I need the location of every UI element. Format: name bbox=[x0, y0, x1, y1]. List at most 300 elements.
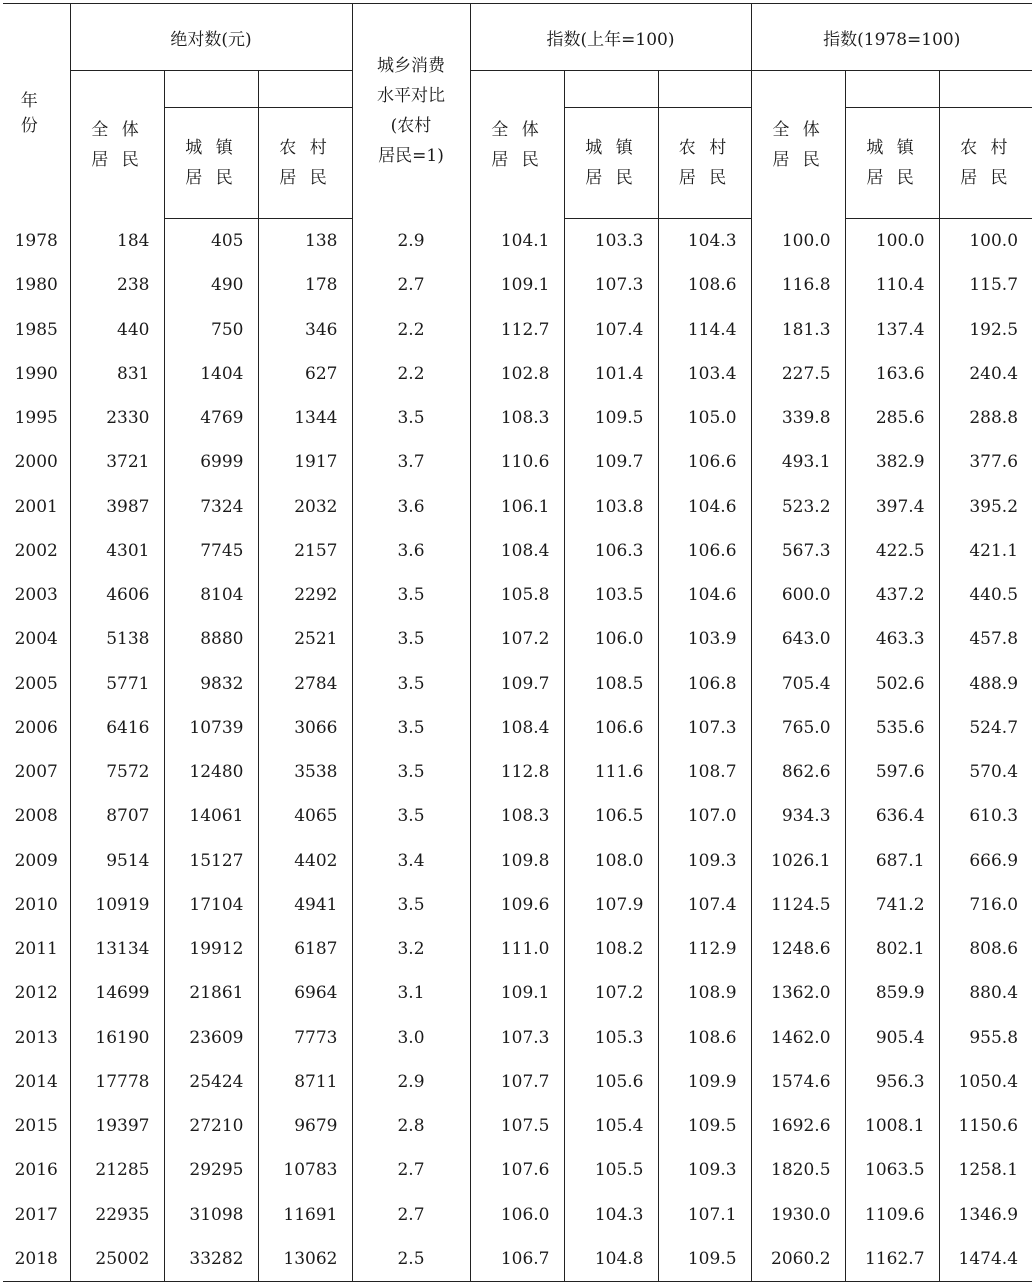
idx-1978-urban-cell: 137.4 bbox=[845, 308, 939, 352]
table-row bbox=[3, 485, 1032, 529]
idx-1978-all-cell: 1362.0 bbox=[751, 971, 845, 1015]
idx-1978-urban-cell: 502.6 bbox=[845, 662, 939, 706]
idx-prev-urban-cell: 107.3 bbox=[564, 263, 658, 307]
abs-rural-cell: 2157 bbox=[258, 529, 352, 573]
abs-all-cell: 13134 bbox=[70, 927, 164, 971]
idx-1978-rural-cell: 1474.4 bbox=[939, 1237, 1032, 1282]
idx-prev-rural-cell: 108.9 bbox=[658, 971, 751, 1015]
idx-prev-rural-cell: 106.6 bbox=[658, 529, 751, 573]
idx-1978-rural-cell: 524.7 bbox=[969, 717, 1019, 738]
year-cell: 2014 bbox=[3, 1060, 70, 1104]
idx-prev-all-cell: 112.8 bbox=[470, 750, 564, 794]
idx-1978-all-cell: 227.5 bbox=[751, 352, 845, 396]
ratio-cell: 3.6 bbox=[352, 485, 470, 529]
idx-prev-all-cell: 111.0 bbox=[470, 927, 564, 971]
idx-prev-rural-cell: 112.9 bbox=[658, 927, 751, 971]
idx-1978-all-cell: 523.2 bbox=[751, 485, 845, 529]
consumption-table-sheet bbox=[3, 3, 1032, 1282]
ratio-cell: 3.0 bbox=[352, 1016, 470, 1060]
idx-prev-all-cell: 108.3 bbox=[470, 794, 564, 838]
year-cell: 2008 bbox=[3, 794, 70, 838]
idx-1978-rural-cell: 395.2 bbox=[969, 496, 1019, 517]
abs-urban-cell: 33282 bbox=[164, 1237, 258, 1282]
year-cell: 2011 bbox=[3, 927, 70, 971]
idx-prev-all-cell: 107.2 bbox=[470, 617, 564, 661]
idx-1978-all-cell: 600.0 bbox=[751, 573, 845, 617]
abs-rural-residents-header bbox=[258, 108, 352, 219]
abs-rural-cell: 8711 bbox=[258, 1060, 352, 1104]
idx-1978-rural-cell: 100.0 bbox=[969, 231, 1019, 252]
idx-prev-rural-cell: 107.1 bbox=[658, 1193, 751, 1237]
idx-1978-urban-cell: 1162.7 bbox=[845, 1237, 939, 1282]
year-cell: 2012 bbox=[3, 971, 70, 1015]
idx-1978-rural-cell: 440.5 bbox=[969, 585, 1019, 606]
abs-urban-cell: 19912 bbox=[164, 927, 258, 971]
header-line: 居 民 bbox=[678, 168, 731, 188]
idx-prev-all-cell: 112.7 bbox=[470, 308, 564, 352]
year-cell: 1995 bbox=[3, 396, 70, 440]
idx-prev-urban-residents-header bbox=[564, 108, 658, 219]
idx-1978-urban-cell: 1109.6 bbox=[845, 1193, 939, 1237]
ratio-header-line: 城乡消费 bbox=[377, 56, 445, 77]
header-line: 全 体 bbox=[91, 119, 143, 140]
year-cell: 1990 bbox=[3, 352, 70, 396]
abs-all-cell: 2330 bbox=[70, 396, 164, 440]
abs-rural-cell: 13062 bbox=[258, 1237, 352, 1282]
header-line: 城 镇 bbox=[585, 138, 637, 158]
idx-prev-rural-cell: 107.0 bbox=[658, 794, 751, 838]
abs-urban-cell: 405 bbox=[164, 219, 258, 264]
abs-urban-cell: 7745 bbox=[164, 529, 258, 573]
header-line: 居 民 bbox=[866, 168, 918, 188]
abs-all-cell: 5771 bbox=[70, 662, 164, 706]
idx-prev-urban-cell: 105.6 bbox=[564, 1060, 658, 1104]
idx-1978-rural-cell: 955.8 bbox=[969, 1027, 1019, 1048]
ratio-cell: 3.5 bbox=[352, 617, 470, 661]
idx-1978-all-cell: 1248.6 bbox=[751, 927, 845, 971]
idx-prev-all-cell: 109.6 bbox=[470, 883, 564, 927]
table-row bbox=[3, 706, 1032, 750]
year-cell: 2004 bbox=[3, 617, 70, 661]
idx-prev-all-cell: 109.1 bbox=[470, 971, 564, 1015]
idx-1978-all-cell: 705.4 bbox=[751, 662, 845, 706]
consumption-level-table bbox=[3, 3, 1032, 1282]
year-cell: 2002 bbox=[3, 529, 70, 573]
idx-prev-rural-cell: 104.6 bbox=[658, 573, 751, 617]
idx-prev-all-cell: 107.7 bbox=[470, 1060, 564, 1104]
abs-rural-cell: 1917 bbox=[258, 440, 352, 484]
abs-rural-cell: 4941 bbox=[258, 883, 352, 927]
table-row bbox=[3, 352, 1032, 396]
header-line: 居 民 bbox=[91, 149, 143, 170]
idx-1978-rural-cell: 377.6 bbox=[969, 452, 1019, 473]
idx-prev-all-cell: 104.1 bbox=[470, 219, 564, 264]
idx-prev-urban-cell: 105.4 bbox=[564, 1104, 658, 1148]
idx-prev-urban-cell: 104.8 bbox=[564, 1237, 658, 1282]
idx-1978-all-cell: 1462.0 bbox=[751, 1016, 845, 1060]
idx-1978-all-cell: 116.8 bbox=[751, 263, 845, 307]
abs-rural-cell: 178 bbox=[258, 263, 352, 307]
ratio-cell: 2.2 bbox=[352, 352, 470, 396]
ratio-cell: 3.5 bbox=[352, 396, 470, 440]
idx-1978-all-cell: 1930.0 bbox=[751, 1193, 845, 1237]
header-line: 居 民 bbox=[772, 149, 824, 170]
idx-1978-rural-cell: 570.4 bbox=[969, 762, 1019, 783]
idx-1978-rural-cell: 457.8 bbox=[969, 629, 1019, 650]
ratio-cell: 3.7 bbox=[352, 440, 470, 484]
header-line: 农 村 bbox=[960, 138, 1012, 158]
idx-prev-rural-cell: 103.4 bbox=[658, 352, 751, 396]
idx-1978-rural-cell: 1258.1 bbox=[958, 1160, 1019, 1181]
abs-rural-cell: 346 bbox=[258, 308, 352, 352]
year-cell: 2015 bbox=[3, 1104, 70, 1148]
abs-rural-cell: 2292 bbox=[258, 573, 352, 617]
idx-prev-all-cell: 106.7 bbox=[470, 1237, 564, 1282]
year-cell: 2009 bbox=[3, 839, 70, 883]
year-cell: 1978 bbox=[3, 219, 70, 264]
idx-1978-all-cell: 339.8 bbox=[751, 396, 845, 440]
header-line: 农 村 bbox=[279, 138, 331, 158]
idx-prev-rural-cell: 109.5 bbox=[658, 1104, 751, 1148]
abs-urban-cell: 27210 bbox=[164, 1104, 258, 1148]
idx-1978-rural-cell: 666.9 bbox=[969, 850, 1019, 871]
abs-all-cell: 440 bbox=[70, 308, 164, 352]
idx-1978-urban-cell: 687.1 bbox=[845, 839, 939, 883]
table-row bbox=[3, 927, 1032, 971]
ratio-cell: 2.5 bbox=[352, 1237, 470, 1282]
abs-urban-cell: 4769 bbox=[164, 396, 258, 440]
idx-prev-urban-cell: 105.5 bbox=[564, 1148, 658, 1192]
abs-all-cell: 10919 bbox=[70, 883, 164, 927]
abs-urban-cell: 29295 bbox=[164, 1148, 258, 1192]
idx-prev-rural-cell: 109.3 bbox=[658, 1148, 751, 1192]
abs-all-cell: 9514 bbox=[70, 839, 164, 883]
idx-1978-all-cell: 567.3 bbox=[751, 529, 845, 573]
abs-all-cell: 4301 bbox=[70, 529, 164, 573]
idx-prev-urban-cell: 105.3 bbox=[564, 1016, 658, 1060]
idx-1978-urban-cell: 802.1 bbox=[845, 927, 939, 971]
idx-prev-rural-cell: 106.6 bbox=[658, 440, 751, 484]
table-row bbox=[3, 617, 1032, 661]
idx-1978-all-cell: 2060.2 bbox=[751, 1237, 845, 1282]
year-cell: 2016 bbox=[3, 1148, 70, 1192]
abs-rural-cell: 2521 bbox=[258, 617, 352, 661]
idx-prev-urban-cell: 103.3 bbox=[564, 219, 658, 264]
idx-prev-urban-cell: 103.8 bbox=[564, 485, 658, 529]
abs-urban-cell: 23609 bbox=[164, 1016, 258, 1060]
table-row bbox=[3, 839, 1032, 883]
abs-urban-cell: 17104 bbox=[164, 883, 258, 927]
idx-1978-urban-residents-header bbox=[845, 108, 939, 219]
idx-prev-rural-residents-header bbox=[658, 108, 751, 219]
abs-rural-cell: 9679 bbox=[258, 1104, 352, 1148]
abs-all-cell: 238 bbox=[70, 263, 164, 307]
year-cell: 2007 bbox=[3, 750, 70, 794]
table-row bbox=[3, 263, 1032, 307]
idx-1978-urban-cell: 1008.1 bbox=[845, 1104, 939, 1148]
table-header bbox=[3, 4, 1032, 219]
idx-1978-all-cell: 1574.6 bbox=[751, 1060, 845, 1104]
header-line: 全 体 bbox=[491, 119, 543, 140]
idx-1978-rural-cell: 808.6 bbox=[969, 939, 1019, 960]
idx-prev-urban-cell: 108.0 bbox=[564, 839, 658, 883]
year-cell: 2000 bbox=[3, 440, 70, 484]
abs-all-cell: 19397 bbox=[70, 1104, 164, 1148]
idx-prev-urban-cell: 106.6 bbox=[564, 706, 658, 750]
abs-rural-cell: 2784 bbox=[258, 662, 352, 706]
idx-1978-rural-cell: 288.8 bbox=[969, 408, 1019, 429]
abs-rural-cell: 3538 bbox=[258, 750, 352, 794]
abs-all-cell: 5138 bbox=[70, 617, 164, 661]
idx-1978-rural-cell: 192.5 bbox=[969, 319, 1019, 340]
abs-all-cell: 184 bbox=[70, 219, 164, 264]
abs-urban-cell: 8104 bbox=[164, 573, 258, 617]
idx-1978-rural-cell: 880.4 bbox=[969, 983, 1019, 1004]
abs-rural-cell: 7773 bbox=[258, 1016, 352, 1060]
table-row bbox=[3, 1016, 1032, 1060]
idx-1978-all-cell: 1124.5 bbox=[751, 883, 845, 927]
idx-1978-urban-cell: 859.9 bbox=[845, 971, 939, 1015]
header-line: 居 民 bbox=[491, 149, 543, 170]
idx-1978-urban-cell: 100.0 bbox=[845, 219, 939, 264]
idx-1978-all-cell: 862.6 bbox=[751, 750, 845, 794]
idx-prev-urban-cell: 107.4 bbox=[564, 308, 658, 352]
idx-prev-all-cell: 105.8 bbox=[470, 573, 564, 617]
idx-prev-rural-cell: 107.4 bbox=[658, 883, 751, 927]
ratio-header bbox=[352, 4, 470, 219]
idx-prev-urban-cell: 109.5 bbox=[564, 396, 658, 440]
abs-rural-cell: 138 bbox=[258, 219, 352, 264]
idx-1978-urban-cell: 956.3 bbox=[845, 1060, 939, 1104]
year-header-label: 年 份 bbox=[20, 91, 52, 137]
header-line: 全 体 bbox=[772, 119, 824, 140]
table-body bbox=[3, 219, 1032, 1282]
idx-prev-all-cell: 108.3 bbox=[470, 396, 564, 440]
abs-urban-cell: 7324 bbox=[164, 485, 258, 529]
idx-1978-all-cell: 1820.5 bbox=[751, 1148, 845, 1192]
header-line: 居 民 bbox=[960, 168, 1012, 188]
idx-prev-urban-cell: 103.5 bbox=[564, 573, 658, 617]
ratio-cell: 3.4 bbox=[352, 839, 470, 883]
ratio-cell: 2.7 bbox=[352, 1148, 470, 1192]
abs-rural-cell: 6187 bbox=[258, 927, 352, 971]
abs-urban-residents-header bbox=[164, 108, 258, 219]
idx-prev-rural-cell: 109.3 bbox=[658, 839, 751, 883]
abs-all-cell: 14699 bbox=[70, 971, 164, 1015]
idx-1978-urban-cell: 597.6 bbox=[845, 750, 939, 794]
idx-1978-all-cell: 493.1 bbox=[751, 440, 845, 484]
table-row bbox=[3, 219, 1032, 264]
idx-prev-rural-cell: 109.9 bbox=[658, 1060, 751, 1104]
idx-prev-urban-cell: 106.3 bbox=[564, 529, 658, 573]
abs-all-cell: 25002 bbox=[70, 1237, 164, 1282]
idx-1978-urban-cell: 1063.5 bbox=[845, 1148, 939, 1192]
idx-prev-urban-cell: 109.7 bbox=[564, 440, 658, 484]
idx-1978-all-cell: 643.0 bbox=[751, 617, 845, 661]
year-cell: 2003 bbox=[3, 573, 70, 617]
idx-1978-all-cell: 934.3 bbox=[751, 794, 845, 838]
idx-1978-all-cell: 1026.1 bbox=[751, 839, 845, 883]
idx-1978-rural-cell: 115.7 bbox=[969, 275, 1019, 296]
year-cell: 2006 bbox=[3, 706, 70, 750]
table-row bbox=[3, 883, 1032, 927]
abs-rural-cell: 4402 bbox=[258, 839, 352, 883]
table-row bbox=[3, 529, 1032, 573]
table-row bbox=[3, 1237, 1032, 1282]
idx-prev-urban-cell: 108.5 bbox=[564, 662, 658, 706]
idx-prev-rural-cell: 114.4 bbox=[658, 308, 751, 352]
ratio-cell: 3.1 bbox=[352, 971, 470, 1015]
idx-prev-rural-cell: 108.6 bbox=[658, 263, 751, 307]
idx-1978-rural-cell: 421.1 bbox=[969, 540, 1019, 561]
idx-prev-all-cell: 107.6 bbox=[470, 1148, 564, 1192]
idx-1978-urban-cell: 437.2 bbox=[845, 573, 939, 617]
table-row bbox=[3, 971, 1032, 1015]
abs-all-cell: 4606 bbox=[70, 573, 164, 617]
idx-1978-urban-cell: 382.9 bbox=[845, 440, 939, 484]
abs-all-cell: 8707 bbox=[70, 794, 164, 838]
year-header bbox=[3, 4, 70, 219]
idx-prev-all-cell: 108.4 bbox=[470, 706, 564, 750]
idx-1978-urban-cell: 636.4 bbox=[845, 794, 939, 838]
ratio-cell: 2.9 bbox=[352, 1060, 470, 1104]
idx-prev-urban-cell: 111.6 bbox=[564, 750, 658, 794]
idx-1978-rural-cell: 1050.4 bbox=[958, 1071, 1019, 1092]
table-row bbox=[3, 750, 1032, 794]
idx-prev-all-cell: 107.3 bbox=[470, 1016, 564, 1060]
abs-urban-cell: 25424 bbox=[164, 1060, 258, 1104]
idx-prev-rural-cell: 104.6 bbox=[658, 485, 751, 529]
idx-1978-urban-cell: 163.6 bbox=[845, 352, 939, 396]
ratio-header-line: 居民=1) bbox=[378, 146, 444, 167]
table-row bbox=[3, 396, 1032, 440]
idx-1978-urban-cell: 463.3 bbox=[845, 617, 939, 661]
ratio-cell: 3.5 bbox=[352, 750, 470, 794]
idx-prev-urban-cell: 107.9 bbox=[564, 883, 658, 927]
year-cell: 2001 bbox=[3, 485, 70, 529]
idx-prev-all-cell: 110.6 bbox=[470, 440, 564, 484]
idx-prev-all-cell: 109.1 bbox=[470, 263, 564, 307]
abs-all-cell: 3721 bbox=[70, 440, 164, 484]
table-row bbox=[3, 794, 1032, 838]
index-prev-year-group-header: 指数(上年=100) bbox=[470, 4, 751, 71]
abs-all-cell: 831 bbox=[70, 352, 164, 396]
table-row bbox=[3, 1104, 1032, 1148]
idx-prev-all-cell: 109.7 bbox=[470, 662, 564, 706]
table-row bbox=[3, 1193, 1032, 1237]
ratio-cell: 2.2 bbox=[352, 308, 470, 352]
ratio-cell: 2.7 bbox=[352, 263, 470, 307]
abs-rural-cell: 11691 bbox=[258, 1193, 352, 1237]
abs-urban-cell: 10739 bbox=[164, 706, 258, 750]
ratio-cell: 3.5 bbox=[352, 883, 470, 927]
abs-rural-cell: 4065 bbox=[258, 794, 352, 838]
idx-prev-all-residents-header bbox=[470, 71, 564, 219]
abs-urban-cell: 750 bbox=[164, 308, 258, 352]
idx-1978-urban-cell: 905.4 bbox=[845, 1016, 939, 1060]
idx-1978-rural-cell: 1346.9 bbox=[958, 1204, 1019, 1225]
idx-1978-urban-cell: 741.2 bbox=[845, 883, 939, 927]
abs-all-cell: 21285 bbox=[70, 1148, 164, 1192]
idx-prev-rural-cell: 107.3 bbox=[658, 706, 751, 750]
idx-prev-urban-cell: 108.2 bbox=[564, 927, 658, 971]
year-cell: 2005 bbox=[3, 662, 70, 706]
ratio-cell: 3.2 bbox=[352, 927, 470, 971]
abs-all-residents-header bbox=[70, 71, 164, 219]
idx-prev-rural-cell: 109.5 bbox=[658, 1237, 751, 1282]
year-cell: 2010 bbox=[3, 883, 70, 927]
year-cell: 2018 bbox=[3, 1237, 70, 1282]
header-line: 农 村 bbox=[678, 138, 731, 158]
table-row bbox=[3, 573, 1032, 617]
idx-prev-urban-cell: 106.0 bbox=[564, 617, 658, 661]
ratio-cell: 3.6 bbox=[352, 529, 470, 573]
index-1978-group-header: 指数(1978=100) bbox=[751, 4, 1032, 71]
abs-urban-cell: 6999 bbox=[164, 440, 258, 484]
idx-prev-rural-cell: 105.0 bbox=[658, 396, 751, 440]
abs-rural-cell: 1344 bbox=[258, 396, 352, 440]
idx-1978-urban-cell: 535.6 bbox=[845, 706, 939, 750]
idx-prev-all-cell: 106.1 bbox=[470, 485, 564, 529]
idx-1978-urban-cell: 422.5 bbox=[845, 529, 939, 573]
idx-prev-rural-cell: 106.8 bbox=[658, 662, 751, 706]
ratio-cell: 3.5 bbox=[352, 794, 470, 838]
idx-1978-rural-cell: 1150.6 bbox=[958, 1116, 1019, 1137]
ratio-cell: 3.5 bbox=[352, 706, 470, 750]
idx-prev-rural-cell: 108.6 bbox=[658, 1016, 751, 1060]
abs-urban-cell: 12480 bbox=[164, 750, 258, 794]
abs-rural-cell: 6964 bbox=[258, 971, 352, 1015]
abs-urban-cell: 21861 bbox=[164, 971, 258, 1015]
header-line: 居 民 bbox=[279, 168, 331, 188]
idx-prev-urban-cell: 107.2 bbox=[564, 971, 658, 1015]
abs-all-cell: 16190 bbox=[70, 1016, 164, 1060]
abs-rural-cell: 3066 bbox=[258, 706, 352, 750]
ratio-cell: 2.7 bbox=[352, 1193, 470, 1237]
idx-1978-all-cell: 1692.6 bbox=[751, 1104, 845, 1148]
table-row bbox=[3, 1060, 1032, 1104]
idx-1978-rural-residents-header bbox=[939, 108, 1032, 219]
abs-all-cell: 7572 bbox=[70, 750, 164, 794]
idx-1978-rural-cell: 610.3 bbox=[969, 806, 1019, 827]
abs-rural-cell: 627 bbox=[258, 352, 352, 396]
idx-prev-all-cell: 106.0 bbox=[470, 1193, 564, 1237]
idx-1978-rural-cell: 240.4 bbox=[969, 363, 1019, 384]
header-line: 城 镇 bbox=[185, 138, 237, 158]
idx-prev-rural-cell: 104.3 bbox=[658, 219, 751, 264]
table-row bbox=[3, 440, 1032, 484]
idx-1978-all-cell: 765.0 bbox=[751, 706, 845, 750]
idx-1978-all-cell: 100.0 bbox=[751, 219, 845, 264]
abs-urban-cell: 9832 bbox=[164, 662, 258, 706]
idx-prev-all-cell: 108.4 bbox=[470, 529, 564, 573]
idx-prev-urban-cell: 101.4 bbox=[564, 352, 658, 396]
idx-1978-rural-cell: 716.0 bbox=[969, 894, 1019, 915]
idx-prev-all-cell: 102.8 bbox=[470, 352, 564, 396]
idx-1978-rural-cell: 488.9 bbox=[969, 673, 1019, 694]
header-line: 居 民 bbox=[185, 168, 237, 188]
year-cell: 1980 bbox=[3, 263, 70, 307]
abs-urban-cell: 1404 bbox=[164, 352, 258, 396]
abs-urban-cell: 14061 bbox=[164, 794, 258, 838]
absolute-group-header: 绝对数(元) bbox=[70, 4, 352, 71]
year-cell: 2017 bbox=[3, 1193, 70, 1237]
idx-1978-all-residents-header bbox=[751, 71, 845, 219]
abs-urban-cell: 15127 bbox=[164, 839, 258, 883]
year-cell: 1985 bbox=[3, 308, 70, 352]
table-row bbox=[3, 1148, 1032, 1192]
year-cell: 2013 bbox=[3, 1016, 70, 1060]
